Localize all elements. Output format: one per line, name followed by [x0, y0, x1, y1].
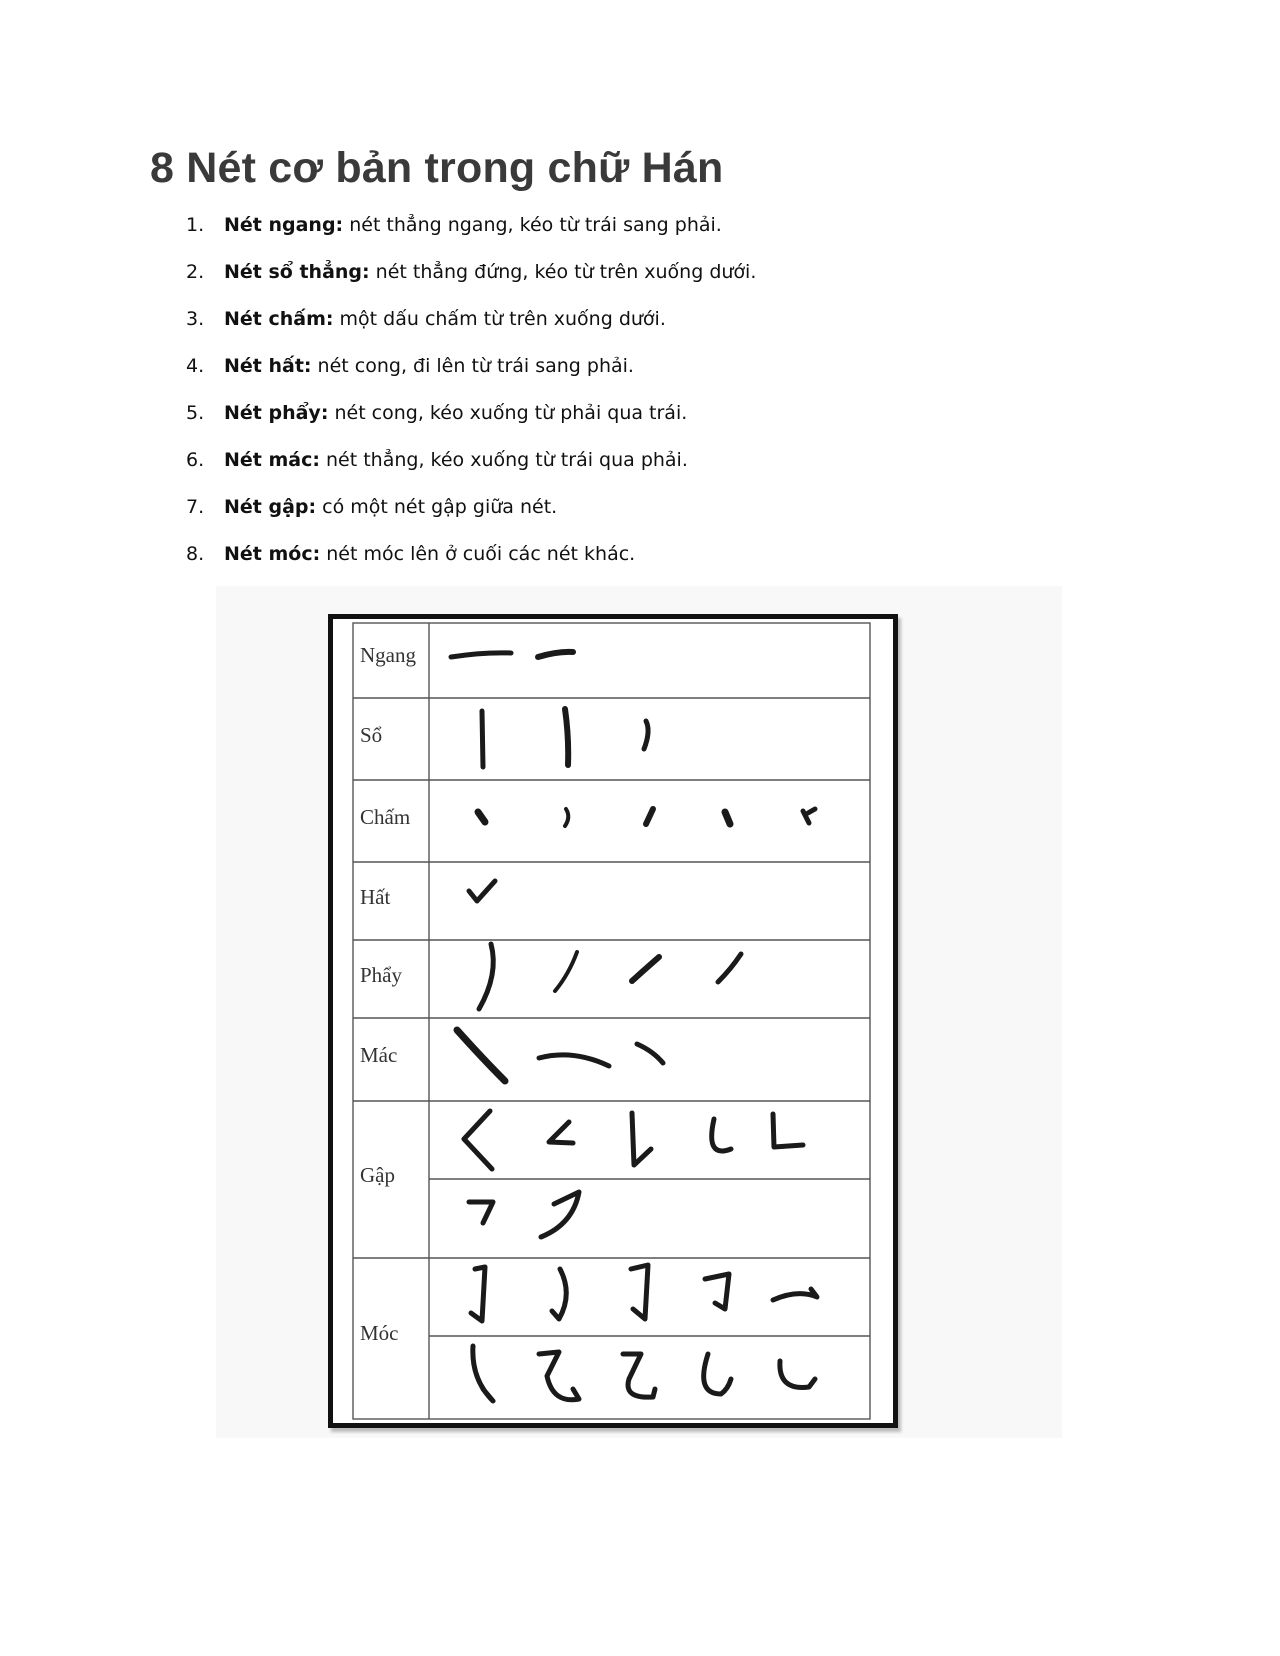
- row-label-so: Sổ: [360, 723, 383, 747]
- stroke-name: Nét phẩy:: [224, 402, 329, 424]
- row-label-hat: Hất: [360, 885, 391, 909]
- stroke-description: nét cong, đi lên từ trái sang phải.: [311, 355, 634, 377]
- stroke-gap-glyphs-1: [464, 1111, 803, 1169]
- stroke-gap-glyphs-2: [469, 1192, 579, 1237]
- row-label-moc: Móc: [360, 1321, 399, 1345]
- stroke-ngang-glyphs: [451, 652, 573, 657]
- list-number: 7.: [186, 496, 205, 518]
- stroke-phay-glyphs: [479, 944, 741, 1009]
- stroke-so-glyphs: [482, 709, 648, 767]
- row-label-gap: Gập: [360, 1163, 395, 1187]
- stroke-mac-glyphs: [457, 1030, 663, 1081]
- stroke-description: có một nét gập giữa nét.: [316, 496, 558, 518]
- stroke-table-grid: [333, 619, 893, 1423]
- row-label-cham: Chấm: [360, 805, 411, 829]
- row-label-mac: Mác: [360, 1043, 398, 1067]
- list-number: 2.: [186, 261, 205, 283]
- list-number: 4.: [186, 355, 205, 377]
- list-number: 5.: [186, 402, 205, 424]
- stroke-description: nét thẳng đứng, kéo từ trên xuống dưới.: [369, 261, 757, 283]
- stroke-name: Nét sổ thẳng:: [224, 261, 370, 283]
- stroke-name: Nét hất:: [224, 355, 312, 377]
- stroke-description: nét thẳng, kéo xuống từ trái qua phải.: [319, 449, 688, 471]
- stroke-moc-glyphs-2: [473, 1346, 815, 1401]
- stroke-name: Nét ngang:: [224, 214, 344, 236]
- list-number: 1.: [186, 214, 205, 236]
- row-label-phay: Phẩy: [360, 963, 402, 987]
- stroke-cham-glyphs: [478, 809, 815, 826]
- stroke-name: Nét mác:: [224, 449, 320, 471]
- list-number: 3.: [186, 308, 205, 330]
- page-title: 8 Nét cơ bản trong chữ Hán: [150, 144, 724, 192]
- list-number: 6.: [186, 449, 205, 471]
- stroke-hat-glyphs: [469, 881, 495, 901]
- stroke-description: nét cong, kéo xuống từ phải qua trái.: [328, 402, 688, 424]
- stroke-name: Nét chấm:: [224, 308, 334, 330]
- stroke-name: Nét móc:: [224, 543, 321, 565]
- stroke-description: nét móc lên ở cuối các nét khác.: [320, 543, 636, 565]
- stroke-description: một dấu chấm từ trên xuống dưới.: [333, 308, 666, 330]
- list-number: 8.: [186, 543, 205, 565]
- stroke-moc-glyphs-1: [471, 1265, 817, 1321]
- row-label-ngang: Ngang: [360, 643, 416, 667]
- stroke-table-figure: [328, 614, 898, 1428]
- stroke-description: nét thẳng ngang, kéo từ trái sang phải.: [343, 214, 722, 236]
- stroke-name: Nét gập:: [224, 496, 317, 518]
